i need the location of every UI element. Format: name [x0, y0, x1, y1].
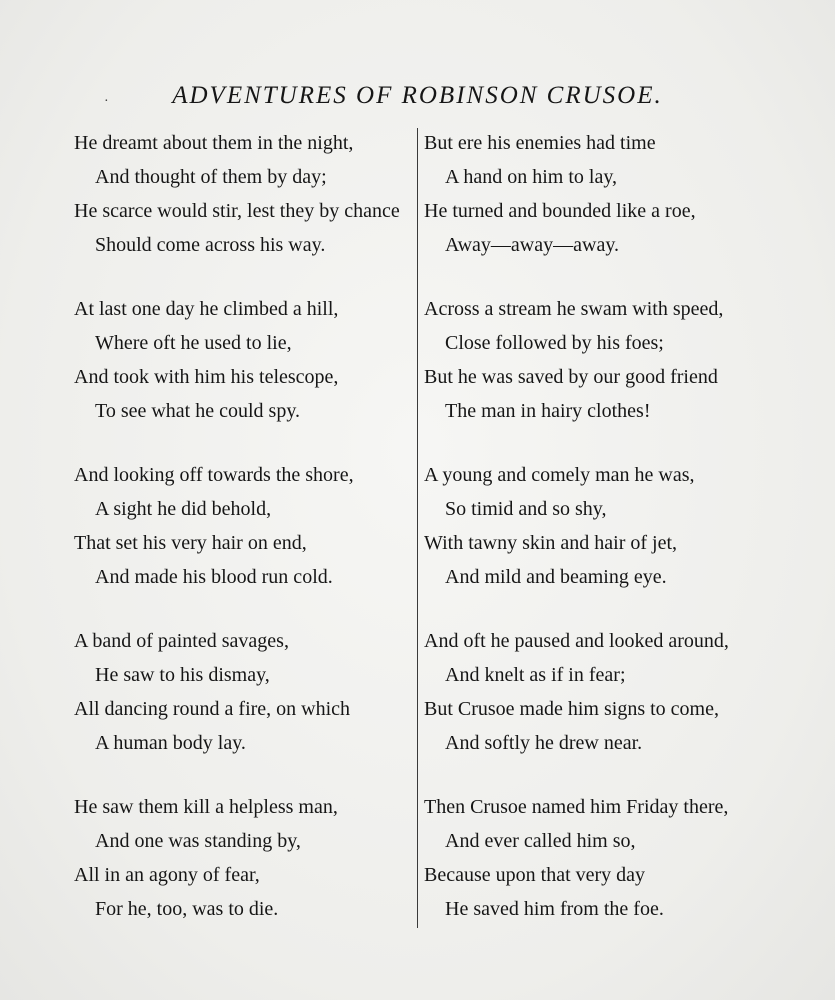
stanza [74, 624, 416, 790]
column-divider [417, 128, 418, 928]
stanza [74, 126, 416, 292]
verse-line: And one was standing by, [95, 830, 301, 852]
verse-line: That set his very hair on end, [74, 532, 307, 554]
verse-line: All in an agony of fear, [74, 864, 260, 886]
verse-line: And made his blood run cold. [95, 566, 333, 588]
verse-line: To see what he could spy. [95, 400, 301, 422]
verse-line: So timid and so shy, [445, 498, 607, 520]
verse-line: And knelt as if in fear; [445, 664, 626, 686]
stanza [424, 790, 784, 956]
verse-line: But ere his enemies had time [424, 132, 656, 154]
verse-line: And thought of them by day; [95, 166, 327, 188]
left-column [74, 126, 416, 956]
verse-line: All dancing round a fire, on which [74, 698, 351, 720]
page-title: ADVENTURES OF ROBINSON CRUSOE. [172, 82, 663, 109]
stanza [424, 126, 784, 292]
verse-line: With tawny skin and hair of jet, [424, 532, 678, 554]
verse-line: But Crusoe made him signs to come, [424, 698, 719, 720]
verse-line: But he was saved by our good friend [424, 366, 718, 388]
verse-line: And oft he paused and looked around, [424, 630, 729, 652]
verse-line: Should come across his way. [95, 234, 326, 256]
stanza [74, 292, 416, 458]
verse-line: For he, too, was to die. [95, 898, 279, 920]
verse-line: A young and comely man he was, [424, 464, 695, 486]
verse-line: Across a stream he swam with speed, [424, 298, 724, 320]
verse-line: At last one day he climbed a hill, [74, 298, 339, 320]
verse-line: He saw them kill a helpless man, [74, 796, 338, 818]
verse-line: And took with him his telescope, [74, 366, 339, 388]
verse-line: Close followed by his foes; [445, 332, 664, 354]
verse-line: He scarce would stir, lest they by chance [74, 200, 400, 222]
verse-line: Because upon that very day [424, 864, 646, 886]
verse-line: And softly he drew near. [445, 732, 643, 754]
stanza [424, 292, 784, 458]
stanza [74, 790, 416, 956]
verse-line: And ever called him so, [445, 830, 636, 852]
title-mark: · [104, 94, 109, 109]
stanza [424, 624, 784, 790]
verse-line: And looking off towards the shore, [74, 464, 354, 486]
verse-line: A band of painted savages, [74, 630, 289, 652]
verse-line: Then Crusoe named him Friday there, [424, 796, 729, 818]
verse-line: The man in hairy clothes! [445, 400, 651, 422]
stanza [74, 458, 416, 624]
verse-line: He dreamt about them in the night, [74, 132, 354, 154]
verse-line: Where oft he used to lie, [95, 332, 292, 354]
verse-line: Away—away—away. [445, 234, 620, 256]
verse-line: He turned and bounded like a roe, [424, 200, 696, 222]
verse-line: He saved him from the foe. [445, 898, 664, 920]
verse-line: And mild and beaming eye. [445, 566, 667, 588]
stanza [424, 458, 784, 624]
verse-line: A human body lay. [95, 732, 246, 754]
verse-line: A hand on him to lay, [445, 166, 618, 188]
verse-line: A sight he did behold, [95, 498, 272, 520]
right-column [424, 126, 784, 956]
verse-line: He saw to his dismay, [95, 664, 270, 686]
